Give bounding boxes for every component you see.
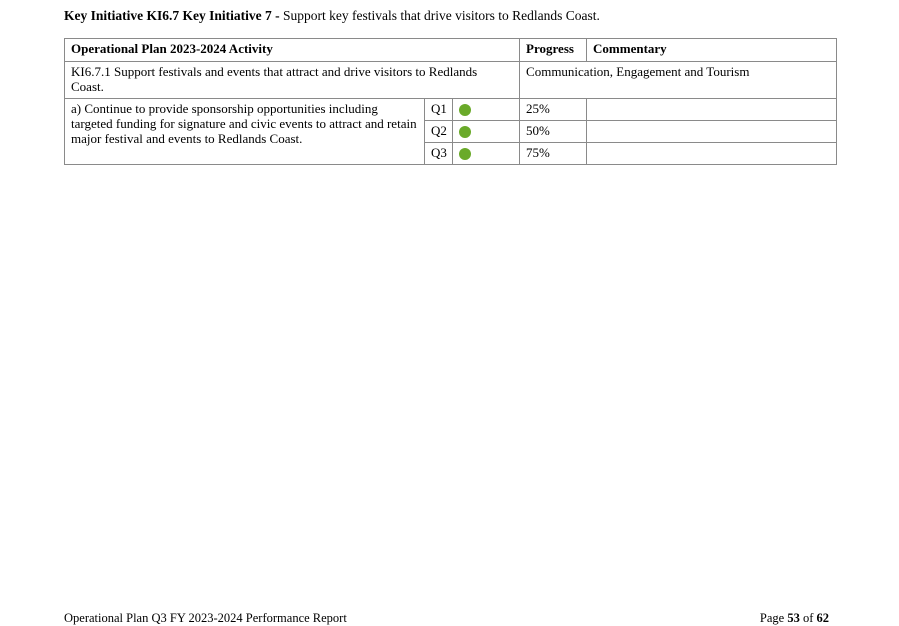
page-prefix: Page xyxy=(759,611,788,625)
quarter-label: Q3 xyxy=(425,143,453,165)
activity-description: a) Continue to provide sponsorship opportunities including targeted funding for signature and civic events to attract and retain major festival and events to Redlands Coast. xyxy=(65,99,425,165)
progress-value: 75% xyxy=(520,143,587,165)
section-heading xyxy=(64,8,600,24)
operational-plan-table xyxy=(64,38,837,165)
footer-page-number xyxy=(760,611,829,626)
commentary-cell xyxy=(587,121,837,143)
status-cell xyxy=(453,121,520,143)
progress-column-header: Progress xyxy=(520,39,587,62)
quarter-row-q1 xyxy=(65,99,837,121)
status-indicator-icon xyxy=(459,104,471,116)
page-current: 53 xyxy=(787,611,800,625)
commentary-cell xyxy=(587,99,837,121)
commentary-column-header: Commentary xyxy=(587,39,837,62)
sub-item-row xyxy=(65,62,837,99)
status-cell xyxy=(453,99,520,121)
sub-item-department: Communication, Engagement and Tourism xyxy=(520,62,837,99)
page-of: of xyxy=(799,611,817,625)
progress-value: 50% xyxy=(520,121,587,143)
footer-report-title: Operational Plan Q3 FY 2023-2024 Performance Report xyxy=(64,611,347,625)
status-cell xyxy=(453,143,520,165)
quarter-label: Q2 xyxy=(425,121,453,143)
heading-initiative-text: Support key festivals that drive visitors to Redlands Coast. xyxy=(279,8,600,23)
sub-item-description: KI6.7.1 Support festivals and events that attract and drive visitors to Redlands Coast. xyxy=(65,62,520,99)
status-indicator-icon xyxy=(459,126,471,138)
page-total: 62 xyxy=(816,611,829,625)
commentary-cell xyxy=(587,143,837,165)
activity-column-header: Operational Plan 2023-2024 Activity xyxy=(65,39,520,62)
table-header-row xyxy=(65,39,837,62)
progress-value: 25% xyxy=(520,99,587,121)
quarter-label: Q1 xyxy=(425,99,453,121)
status-indicator-icon xyxy=(459,148,471,160)
heading-initiative-label: Key Initiative KI6.7 Key Initiative 7 - xyxy=(64,8,280,23)
